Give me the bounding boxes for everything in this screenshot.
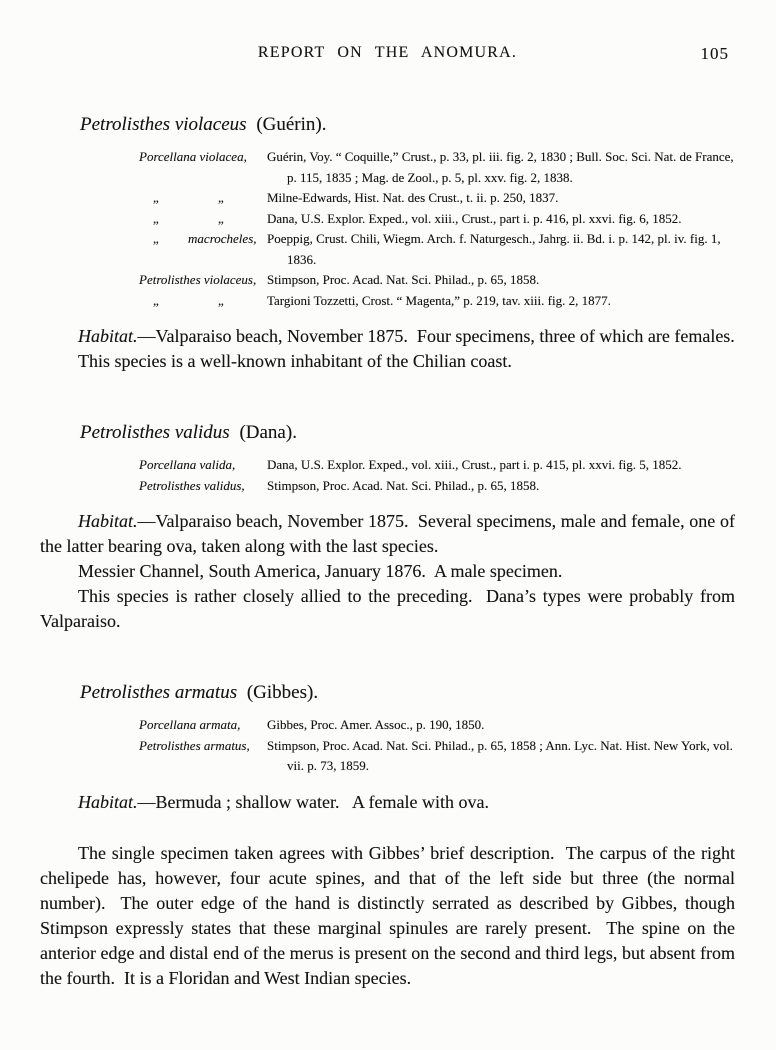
synonym-name [139,736,267,777]
synonymy-entry [139,209,735,230]
synonym-reference: Guérin, Voy. “ Coquille,” Crust., p. 33, pl. iii. fig. 2, 1830 ; Bull. Soc. Sci. Nat. de France, p. 115, 1835 ; Mag. de Zool., p. 5, pl. xxv. fig. 2, 1838. [267,149,734,185]
synonymy-entry [139,291,735,312]
synonym-binomial: Porcellana armata, [139,717,241,732]
synonymy-entry [139,455,735,476]
synonym-reference: Stimpson, Proc. Acad. Nat. Sci. Philad., p. 65, 1858. [267,477,540,493]
paragraph-text: This species is rather closely allied to the preceding. Dana’s types were probably from Valparaiso. [40,586,740,631]
synonymy-entry [139,736,735,777]
habitat-paragraph [40,790,735,815]
species-authority: (Guérin). [256,114,327,135]
species-name: Petrolisthes validus [80,422,230,443]
synonym-reference: Stimpson, Proc. Acad. Nat. Sci. Philad., p. 65, 1858 ; Ann. Lyc. Nat. Hist. New York, vol. vii. p. 73, 1859. [267,737,733,773]
paragraph-text: This species is a well-known inhabitant of the Chilian coast. [78,351,512,371]
body-paragraph [40,559,735,584]
running-title: REPORT ON THE ANOMURA. [257,44,518,61]
synonymy-entry [139,270,735,291]
synonym-name [139,455,267,476]
synonymy-entry [139,229,735,270]
synonym-epithet: macrocheles, [188,231,257,246]
synonym-reference: Dana, U.S. Explor. Exped., vol. xiii., Crust., part i. p. 415, pl. xxvi. fig. 5, 1852. [267,457,682,472]
paragraph-text: Messier Channel, South America, January 1876. A male specimen. [78,561,563,581]
ditto-mark: „ [153,210,159,226]
synonym-name [139,291,267,312]
section-petrolisthes-violaceus [40,114,735,374]
synonymy-entry [139,715,735,736]
synonym-name [139,270,267,291]
paragraph-text: —Valparaiso beach, November 1875. Four specimens, three of which are females. [137,326,735,346]
synonym-reference: Milne-Edwards, Hist. Nat. des Crust., t. ii. p. 250, 1837. [267,190,559,205]
habitat-label: Habitat. [78,511,138,531]
synonymy-block [139,715,735,777]
species-name: Petrolisthes violaceus [80,114,247,135]
synonym-binomial: Petrolisthes violaceus, [139,272,257,287]
habitat-paragraph [40,509,740,559]
habitat-label: Habitat. [78,326,138,346]
ditto-mark: „ [153,231,159,246]
habitat-paragraph [40,324,735,349]
synonym-name [139,147,267,188]
synonym-name [139,715,267,736]
ditto-mark: „ [153,292,159,308]
body-paragraph [40,349,735,374]
ditto-mark: „ [218,190,224,205]
species-heading [80,682,735,704]
synonym-name [139,476,267,497]
synonym-binomial: Petrolisthes armatus, [139,737,250,753]
synonym-name [139,188,267,209]
species-heading [80,114,735,136]
habitat-label: Habitat. [78,791,138,812]
page-number: 105 [700,44,729,63]
synonym-name [139,229,267,270]
synonym-binomial: Petrolisthes validus, [139,477,245,493]
synonym-reference: Poeppig, Crust. Chili, Wiegm. Arch. f. Naturgesch., Jahrg. ii. Bd. i. p. 142, pl. iv. fig. 1, 1836. [267,231,721,267]
species-authority: (Dana). [239,422,297,443]
paragraph-text: The single specimen taken agrees with Gibbes’ brief description. The carpus of the right chelipede has, however, four acute spines, and that of the left side but three (the normal number). The outer edge of the hand is distinctly serrated as described by Gibbes, though Stimpson expressly states that these marginal spinules are rarely present. The spine on the anterior edge and distal end of the merus is present on the second and third legs, but absent from the fourth. It is a Floridan and West Indian species. [40,842,740,988]
body-paragraph [40,584,740,634]
synonym-binomial: Porcellana valida, [139,457,236,472]
species-heading [80,422,735,444]
section-petrolisthes-validus [40,422,740,634]
synonymy-entry [139,188,735,209]
ditto-mark: „ [153,190,159,205]
synonym-reference: Dana, U.S. Explor. Exped., vol. xiii., Crust., part i. p. 416, pl. xxvi. fig. 6, 1852. [267,210,682,226]
synonym-reference: Gibbes, Proc. Amer. Assoc., p. 190, 1850. [267,717,485,732]
species-authority: (Gibbes). [246,682,319,703]
synonymy-block [139,147,735,311]
synonym-reference: Stimpson, Proc. Acad. Nat. Sci. Philad., p. 65, 1858. [267,272,540,287]
discussion-paragraph [40,841,740,991]
paragraph-text: —Bermuda ; shallow water. A female with ova. [137,791,489,812]
synonymy-entry [139,147,735,188]
page-header [40,44,735,68]
species-name: Petrolisthes armatus [80,682,238,703]
ditto-mark: „ [218,292,224,308]
section-petrolisthes-armatus [40,682,740,991]
synonym-binomial: Porcellana violacea, [139,149,247,164]
synonym-reference: Targioni Tozzetti, Crost. “ Magenta,” p. 219, tav. xiii. fig. 2, 1877. [267,292,611,308]
ditto-mark: „ [218,210,224,226]
paragraph-text: —Valparaiso beach, November 1875. Several specimens, male and female, one of the latter bearing ova, taken along with the last species. [40,511,740,556]
synonymy-block [139,455,735,496]
synonym-name [139,209,267,230]
synonymy-entry [139,476,735,497]
